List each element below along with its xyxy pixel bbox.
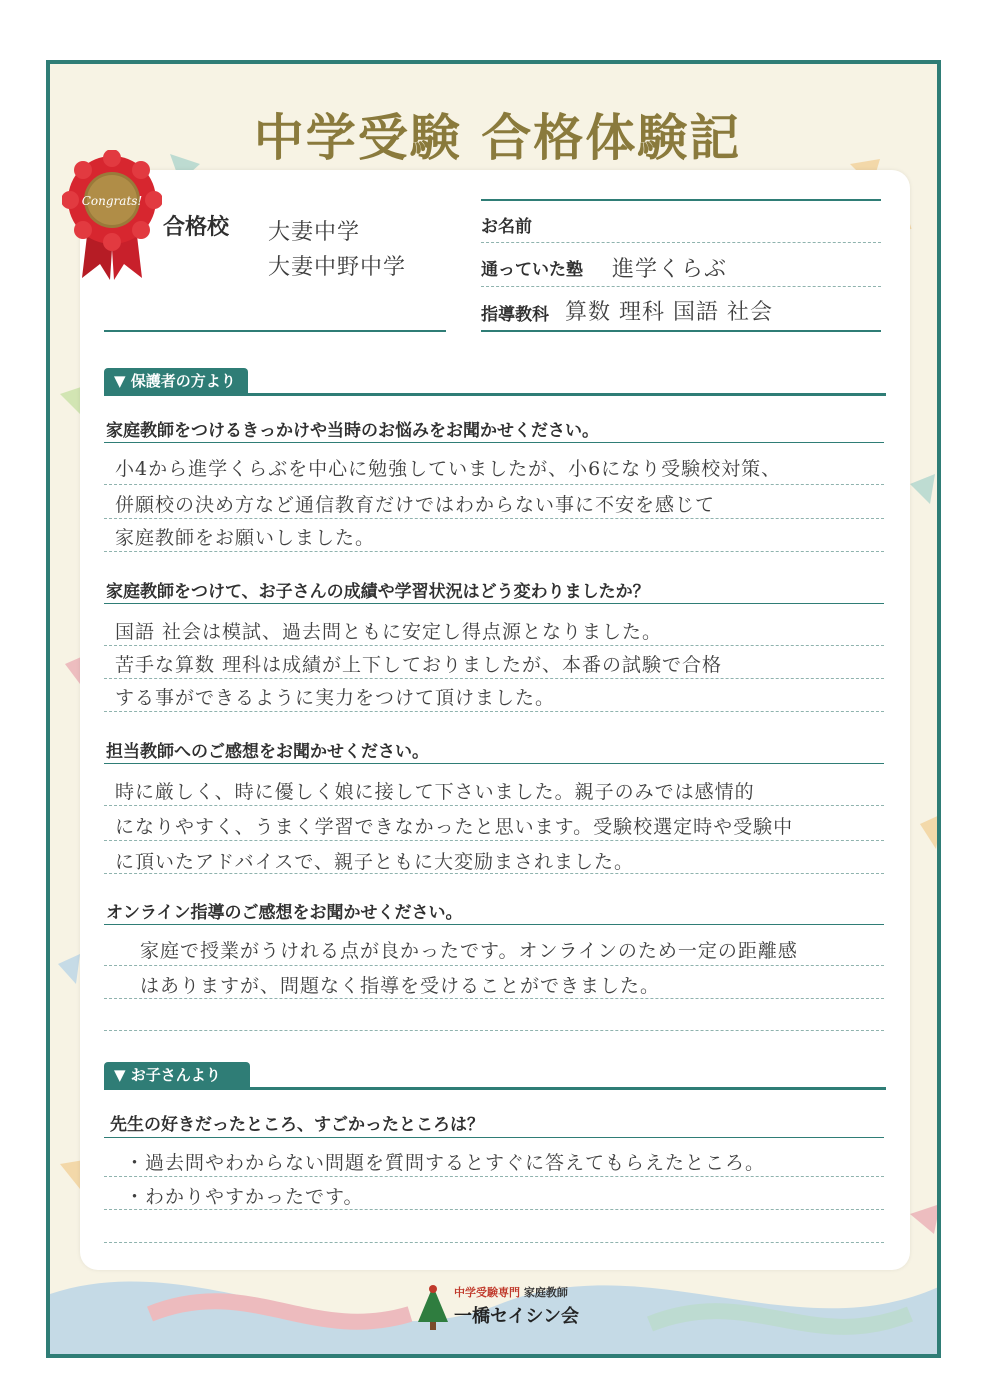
footer-tagline-red: 中学受験専門 bbox=[454, 1286, 520, 1299]
answer-1-line-1: 小4から進学くらぶを中心に勉強していましたが、小6になり受験校対策、 bbox=[115, 458, 782, 480]
answer-5-rule-2 bbox=[104, 1209, 884, 1210]
child-section-tab: ▼ お子さんより bbox=[104, 1062, 250, 1088]
answer-2-rule-3 bbox=[104, 711, 884, 712]
question-1: 家庭教師をつけるきっかけや当時のお悩みをお聞かせください。 bbox=[106, 421, 599, 441]
answer-3-line-1: 時に厳しく、時に優しく娘に接して下さいました。親子のみでは感情的 bbox=[115, 781, 755, 803]
answer-1-rule-1 bbox=[104, 484, 884, 485]
answer-2-rule-2 bbox=[104, 678, 884, 679]
parent-section-line bbox=[104, 393, 886, 396]
answer-1-line-2: 併願校の決め方など通信教育だけではわからない事に不安を感じて bbox=[115, 494, 716, 516]
question-3: 担当教師へのご感想をお聞かせください。 bbox=[106, 742, 429, 762]
juku-value: 進学くらぶ bbox=[612, 257, 728, 282]
juku-label: 通っていた塾 bbox=[481, 260, 583, 280]
answer-1-rule-2 bbox=[104, 518, 884, 519]
question-2: 家庭教師をつけて、お子さんの成績や学習状況はどう変わりましたか？ bbox=[106, 582, 650, 602]
question-4: オンライン指導のご感想をお聞かせください。 bbox=[106, 903, 463, 923]
content-card bbox=[80, 170, 910, 1270]
question-3-line bbox=[104, 763, 884, 764]
page-title: 中学受験 合格体験記 bbox=[253, 108, 742, 167]
answer-5-line-1: ・過去問やわからない問題を質問するとすぐに答えてもらえたところ。 bbox=[125, 1152, 766, 1174]
question-5: 先生の好きだったところ、すごかったところは？ bbox=[110, 1115, 484, 1135]
answer-3-rule-3 bbox=[104, 873, 884, 874]
answer-3-rule-2 bbox=[104, 840, 884, 841]
answer-2-rule-1 bbox=[104, 645, 884, 646]
congrats-rosette-icon bbox=[62, 150, 162, 290]
header-top-line bbox=[481, 199, 881, 201]
answer-5-rule-1 bbox=[104, 1176, 884, 1177]
child-section-line bbox=[104, 1087, 886, 1090]
footer-logo bbox=[416, 1280, 616, 1340]
answer-2-line-1: 国語 社会は模試、過去問ともに安定し得点源となりました。 bbox=[115, 621, 663, 643]
school-underline bbox=[104, 330, 446, 332]
answer-3-line-2: になりやすく、うまく学習できなかったと思います。受験校選定時や受験中 bbox=[115, 816, 794, 838]
school-name-2: 大妻中野中学 bbox=[268, 255, 407, 280]
answer-5-line-2: ・わかりやすかったです。 bbox=[125, 1186, 364, 1208]
subjects-label: 指導教科 bbox=[481, 305, 549, 325]
footer-tagline bbox=[454, 1284, 568, 1300]
answer-4-line-1: 家庭で授業がうけれる点が良かったです。オンラインのため一定の距離感 bbox=[140, 940, 798, 962]
footer-brand: 一橋セイシン会 bbox=[454, 1306, 580, 1327]
footer-tagline-rest: 家庭教師 bbox=[523, 1286, 568, 1299]
answer-4-rule-1 bbox=[104, 965, 884, 966]
answer-4-rule-2 bbox=[104, 998, 884, 999]
juku-underline bbox=[481, 286, 881, 287]
school-name-1: 大妻中学 bbox=[268, 220, 361, 245]
school-label: 合格校 bbox=[163, 215, 230, 240]
question-5-line bbox=[104, 1137, 884, 1138]
name-label: お名前 bbox=[481, 217, 532, 237]
parent-section-tab: ▼ 保護者の方より bbox=[104, 368, 248, 394]
answer-1-line-3: 家庭教師をお願いしました。 bbox=[115, 527, 376, 549]
answer-1-rule-3 bbox=[104, 551, 884, 552]
answer-3-line-3: に頂いたアドバイスで、親子ともに大変励まされました。 bbox=[115, 851, 635, 873]
subjects-value: 算数 理科 国語 社会 bbox=[565, 300, 773, 325]
name-underline bbox=[481, 242, 881, 243]
tree-logo-icon bbox=[416, 1282, 450, 1332]
answer-4-rule-3 bbox=[104, 1030, 884, 1031]
question-4-line bbox=[104, 924, 884, 925]
subjects-underline bbox=[481, 330, 881, 332]
answer-5-rule-3 bbox=[104, 1242, 884, 1243]
answer-3-rule-1 bbox=[104, 805, 884, 806]
answer-4-line-2: はありますが、問題なく指導を受けることができました。 bbox=[140, 975, 661, 997]
answer-2-line-2: 苦手な算数 理科は成績が上下しておりましたが、本番の試験で合格 bbox=[115, 654, 723, 676]
question-1-line bbox=[104, 442, 884, 443]
question-2-line bbox=[104, 603, 884, 604]
congrats-text: Congrats! bbox=[81, 194, 143, 208]
answer-2-line-3: する事ができるように実力をつけて頂けました。 bbox=[115, 687, 556, 709]
